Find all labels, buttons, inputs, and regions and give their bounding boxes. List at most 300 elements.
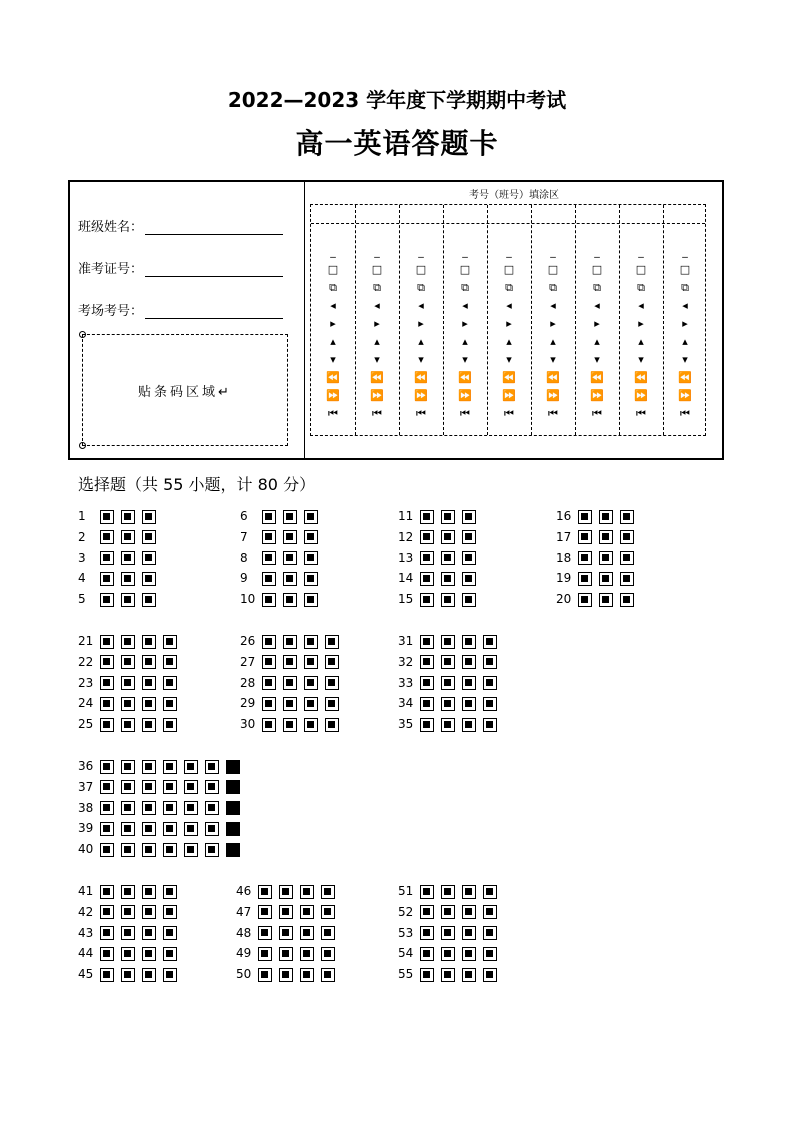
answer-bubble[interactable]	[142, 635, 156, 649]
answer-bubble[interactable]	[300, 885, 314, 899]
answer-bubble[interactable]	[420, 718, 434, 732]
answer-bubble[interactable]	[100, 780, 114, 794]
answer-bubble[interactable]	[279, 905, 293, 919]
id-fill-mark[interactable]: ⧉	[461, 281, 469, 294]
answer-bubble[interactable]	[462, 510, 476, 524]
id-fill-mark[interactable]: ⏪	[546, 371, 560, 384]
id-fill-mark[interactable]: ▾	[418, 353, 424, 366]
answer-bubble[interactable]	[100, 926, 114, 940]
answer-bubble[interactable]	[184, 760, 198, 774]
id-fill-mark[interactable]: ⏮	[548, 407, 558, 420]
id-fill-mark[interactable]: ▸	[374, 317, 380, 330]
answer-bubble[interactable]	[441, 635, 455, 649]
answer-bubble[interactable]	[121, 926, 135, 940]
answer-bubble[interactable]	[462, 947, 476, 961]
id-fill-mark[interactable]: □	[415, 263, 427, 276]
id-fill-mark[interactable]: ▾	[462, 353, 468, 366]
room-line[interactable]	[145, 304, 283, 319]
answer-bubble[interactable]	[163, 676, 177, 690]
answer-bubble[interactable]	[283, 676, 297, 690]
answer-bubble[interactable]	[205, 843, 219, 857]
id-fill-mark[interactable]: ▾	[550, 353, 556, 366]
answer-bubble[interactable]	[262, 593, 276, 607]
id-fill-mark[interactable]: ⏪	[678, 371, 692, 384]
answer-bubble[interactable]	[462, 530, 476, 544]
id-fill-mark[interactable]: ⏪	[590, 371, 604, 384]
id-fill-mark[interactable]: ⏩	[502, 389, 516, 402]
answer-bubble[interactable]	[142, 655, 156, 669]
id-fill-mark[interactable]: ▾	[506, 353, 512, 366]
answer-bubble[interactable]	[283, 572, 297, 586]
answer-bubble[interactable]	[121, 947, 135, 961]
answer-bubble[interactable]	[441, 655, 455, 669]
answer-bubble[interactable]	[283, 718, 297, 732]
answer-bubble[interactable]	[599, 510, 613, 524]
answer-bubble[interactable]	[226, 843, 240, 857]
id-fill-mark[interactable]: ⏪	[326, 371, 340, 384]
answer-bubble[interactable]	[325, 718, 339, 732]
answer-bubble[interactable]	[142, 801, 156, 815]
ticket-line[interactable]	[145, 262, 283, 277]
answer-bubble[interactable]	[142, 760, 156, 774]
answer-bubble[interactable]	[262, 697, 276, 711]
answer-bubble[interactable]	[121, 760, 135, 774]
id-fill-mark[interactable]: ◂	[682, 299, 688, 312]
answer-bubble[interactable]	[142, 510, 156, 524]
answer-bubble[interactable]	[142, 530, 156, 544]
answer-bubble[interactable]	[300, 905, 314, 919]
answer-bubble[interactable]	[100, 905, 114, 919]
answer-bubble[interactable]	[163, 843, 177, 857]
id-fill-mark[interactable]: _	[682, 245, 688, 258]
id-fill-mark[interactable]: _	[638, 245, 644, 258]
answer-bubble[interactable]	[483, 968, 497, 982]
id-fill-mark[interactable]: ▴	[638, 335, 644, 348]
answer-bubble[interactable]	[420, 676, 434, 690]
answer-bubble[interactable]	[184, 801, 198, 815]
answer-bubble[interactable]	[205, 780, 219, 794]
answer-bubble[interactable]	[321, 947, 335, 961]
id-fill-mark[interactable]: _	[594, 245, 600, 258]
id-fill-mark[interactable]: ▾	[682, 353, 688, 366]
answer-bubble[interactable]	[578, 572, 592, 586]
answer-bubble[interactable]	[420, 885, 434, 899]
answer-bubble[interactable]	[100, 551, 114, 565]
answer-bubble[interactable]	[163, 926, 177, 940]
answer-bubble[interactable]	[441, 530, 455, 544]
answer-bubble[interactable]	[599, 572, 613, 586]
id-fill-mark[interactable]: ▸	[418, 317, 424, 330]
answer-bubble[interactable]	[258, 905, 272, 919]
answer-bubble[interactable]	[262, 530, 276, 544]
answer-bubble[interactable]	[121, 843, 135, 857]
answer-bubble[interactable]	[142, 885, 156, 899]
answer-bubble[interactable]	[462, 968, 476, 982]
id-fill-mark[interactable]: ▸	[330, 317, 336, 330]
answer-bubble[interactable]	[142, 593, 156, 607]
answer-bubble[interactable]	[483, 676, 497, 690]
answer-bubble[interactable]	[262, 635, 276, 649]
answer-bubble[interactable]	[300, 947, 314, 961]
id-fill-mark[interactable]: ⏮	[680, 407, 690, 420]
answer-bubble[interactable]	[100, 572, 114, 586]
answer-bubble[interactable]	[142, 572, 156, 586]
id-fill-mark[interactable]: ⧉	[549, 281, 557, 294]
answer-bubble[interactable]	[620, 530, 634, 544]
answer-bubble[interactable]	[578, 530, 592, 544]
id-fill-mark[interactable]: ▴	[682, 335, 688, 348]
answer-bubble[interactable]	[462, 593, 476, 607]
answer-bubble[interactable]	[462, 697, 476, 711]
answer-bubble[interactable]	[483, 655, 497, 669]
id-fill-mark[interactable]: _	[462, 245, 468, 258]
answer-bubble[interactable]	[283, 697, 297, 711]
id-fill-mark[interactable]: ⏪	[634, 371, 648, 384]
answer-bubble[interactable]	[420, 947, 434, 961]
id-fill-mark[interactable]: □	[679, 263, 691, 276]
answer-bubble[interactable]	[100, 655, 114, 669]
answer-bubble[interactable]	[462, 905, 476, 919]
answer-bubble[interactable]	[121, 676, 135, 690]
answer-bubble[interactable]	[304, 572, 318, 586]
id-fill-mark[interactable]: ⏩	[326, 389, 340, 402]
answer-bubble[interactable]	[325, 635, 339, 649]
id-fill-mark[interactable]: ⏩	[370, 389, 384, 402]
answer-bubble[interactable]	[599, 593, 613, 607]
class-name-field[interactable]	[78, 216, 283, 235]
id-fill-mark[interactable]: □	[503, 263, 515, 276]
answer-bubble[interactable]	[321, 885, 335, 899]
answer-bubble[interactable]	[441, 551, 455, 565]
answer-bubble[interactable]	[325, 655, 339, 669]
answer-bubble[interactable]	[578, 510, 592, 524]
answer-bubble[interactable]	[142, 843, 156, 857]
answer-bubble[interactable]	[283, 510, 297, 524]
answer-bubble[interactable]	[483, 926, 497, 940]
answer-bubble[interactable]	[100, 635, 114, 649]
answer-bubble[interactable]	[304, 510, 318, 524]
answer-bubble[interactable]	[462, 718, 476, 732]
answer-bubble[interactable]	[100, 968, 114, 982]
answer-bubble[interactable]	[226, 822, 240, 836]
answer-bubble[interactable]	[420, 530, 434, 544]
id-fill-mark[interactable]: □	[635, 263, 647, 276]
id-fill-mark[interactable]: ◂	[374, 299, 380, 312]
answer-bubble[interactable]	[121, 885, 135, 899]
id-fill-mark[interactable]: ▾	[638, 353, 644, 366]
answer-bubble[interactable]	[142, 905, 156, 919]
id-fill-mark[interactable]: ⏮	[504, 407, 514, 420]
answer-bubble[interactable]	[321, 905, 335, 919]
id-fill-mark[interactable]: ▾	[330, 353, 336, 366]
answer-bubble[interactable]	[100, 593, 114, 607]
id-fill-mark[interactable]: ◂	[594, 299, 600, 312]
id-fill-mark[interactable]: ⏩	[458, 389, 472, 402]
answer-bubble[interactable]	[184, 780, 198, 794]
answer-bubble[interactable]	[441, 947, 455, 961]
id-fill-mark[interactable]: ⏩	[634, 389, 648, 402]
answer-bubble[interactable]	[262, 655, 276, 669]
answer-bubble[interactable]	[121, 968, 135, 982]
answer-bubble[interactable]	[620, 572, 634, 586]
answer-bubble[interactable]	[441, 572, 455, 586]
id-fill-mark[interactable]: ⏪	[414, 371, 428, 384]
answer-bubble[interactable]	[441, 718, 455, 732]
answer-bubble[interactable]	[420, 551, 434, 565]
id-fill-mark[interactable]: ◂	[462, 299, 468, 312]
answer-bubble[interactable]	[441, 676, 455, 690]
id-fill-mark[interactable]: ▸	[594, 317, 600, 330]
answer-bubble[interactable]	[420, 655, 434, 669]
answer-bubble[interactable]	[121, 780, 135, 794]
answer-bubble[interactable]	[325, 676, 339, 690]
id-fill-mark[interactable]: ▸	[638, 317, 644, 330]
answer-bubble[interactable]	[205, 801, 219, 815]
answer-bubble[interactable]	[283, 530, 297, 544]
answer-bubble[interactable]	[441, 968, 455, 982]
answer-bubble[interactable]	[258, 947, 272, 961]
answer-bubble[interactable]	[483, 947, 497, 961]
answer-bubble[interactable]	[279, 947, 293, 961]
answer-bubble[interactable]	[258, 926, 272, 940]
id-fill-mark[interactable]: ▴	[418, 335, 424, 348]
id-fill-mark[interactable]: ⏪	[458, 371, 472, 384]
answer-bubble[interactable]	[163, 905, 177, 919]
answer-bubble[interactable]	[462, 635, 476, 649]
answer-bubble[interactable]	[142, 822, 156, 836]
answer-bubble[interactable]	[163, 697, 177, 711]
answer-bubble[interactable]	[100, 697, 114, 711]
answer-bubble[interactable]	[321, 926, 335, 940]
id-fill-mark[interactable]: ⏩	[546, 389, 560, 402]
id-fill-mark[interactable]: ▴	[506, 335, 512, 348]
answer-bubble[interactable]	[142, 676, 156, 690]
answer-bubble[interactable]	[121, 572, 135, 586]
id-fill-mark[interactable]: ⏮	[636, 407, 646, 420]
answer-bubble[interactable]	[279, 968, 293, 982]
answer-bubble[interactable]	[163, 760, 177, 774]
answer-bubble[interactable]	[121, 801, 135, 815]
answer-bubble[interactable]	[100, 843, 114, 857]
answer-bubble[interactable]	[258, 885, 272, 899]
id-fill-mark[interactable]: ▸	[462, 317, 468, 330]
answer-bubble[interactable]	[620, 510, 634, 524]
id-fill-mark[interactable]: ▴	[462, 335, 468, 348]
answer-bubble[interactable]	[163, 968, 177, 982]
id-fill-mark[interactable]: _	[418, 245, 424, 258]
id-fill-mark[interactable]: □	[459, 263, 471, 276]
answer-bubble[interactable]	[100, 885, 114, 899]
answer-bubble[interactable]	[304, 530, 318, 544]
id-fill-mark[interactable]: ⧉	[417, 281, 425, 294]
answer-bubble[interactable]	[226, 801, 240, 815]
answer-bubble[interactable]	[226, 780, 240, 794]
id-fill-mark[interactable]: ⏩	[414, 389, 428, 402]
answer-bubble[interactable]	[100, 947, 114, 961]
answer-bubble[interactable]	[121, 905, 135, 919]
answer-bubble[interactable]	[420, 905, 434, 919]
answer-bubble[interactable]	[205, 822, 219, 836]
answer-bubble[interactable]	[283, 655, 297, 669]
answer-bubble[interactable]	[262, 551, 276, 565]
answer-bubble[interactable]	[441, 697, 455, 711]
answer-bubble[interactable]	[599, 551, 613, 565]
id-fill-mark[interactable]: ▸	[550, 317, 556, 330]
answer-bubble[interactable]	[163, 655, 177, 669]
answer-bubble[interactable]	[578, 593, 592, 607]
id-fill-mark[interactable]: ⏮	[372, 407, 382, 420]
answer-bubble[interactable]	[304, 635, 318, 649]
id-fill-mark[interactable]: ⏮	[460, 407, 470, 420]
answer-bubble[interactable]	[304, 655, 318, 669]
answer-bubble[interactable]	[142, 551, 156, 565]
id-fill-mark[interactable]: ⧉	[505, 281, 513, 294]
id-fill-mark[interactable]: □	[371, 263, 383, 276]
answer-bubble[interactable]	[100, 510, 114, 524]
id-fill-mark[interactable]: ⏪	[370, 371, 384, 384]
id-fill-mark[interactable]: ▴	[374, 335, 380, 348]
id-fill-mark[interactable]: □	[547, 263, 559, 276]
answer-bubble[interactable]	[420, 697, 434, 711]
answer-bubble[interactable]	[283, 593, 297, 607]
id-fill-mark[interactable]: ▸	[506, 317, 512, 330]
answer-bubble[interactable]	[142, 718, 156, 732]
answer-bubble[interactable]	[283, 551, 297, 565]
answer-bubble[interactable]	[100, 676, 114, 690]
answer-bubble[interactable]	[441, 885, 455, 899]
id-fill-mark[interactable]: ◂	[418, 299, 424, 312]
answer-bubble[interactable]	[420, 635, 434, 649]
answer-bubble[interactable]	[420, 510, 434, 524]
id-fill-mark[interactable]: ⧉	[593, 281, 601, 294]
id-fill-mark[interactable]: ⏩	[590, 389, 604, 402]
id-fill-mark[interactable]: ⧉	[637, 281, 645, 294]
answer-bubble[interactable]	[226, 760, 240, 774]
answer-bubble[interactable]	[258, 968, 272, 982]
id-fill-mark[interactable]: ⏩	[678, 389, 692, 402]
answer-bubble[interactable]	[304, 676, 318, 690]
id-fill-mark[interactable]: _	[330, 245, 336, 258]
answer-bubble[interactable]	[163, 822, 177, 836]
answer-bubble[interactable]	[304, 551, 318, 565]
id-fill-mark[interactable]: ⧉	[373, 281, 381, 294]
answer-bubble[interactable]	[142, 926, 156, 940]
answer-bubble[interactable]	[262, 572, 276, 586]
answer-bubble[interactable]	[620, 593, 634, 607]
id-fill-mark[interactable]: ⏮	[592, 407, 602, 420]
answer-bubble[interactable]	[420, 593, 434, 607]
id-fill-mark[interactable]: ▴	[594, 335, 600, 348]
id-fill-mark[interactable]: ⏪	[502, 371, 516, 384]
answer-bubble[interactable]	[142, 947, 156, 961]
answer-bubble[interactable]	[599, 530, 613, 544]
answer-bubble[interactable]	[142, 780, 156, 794]
answer-bubble[interactable]	[462, 926, 476, 940]
answer-bubble[interactable]	[163, 780, 177, 794]
answer-bubble[interactable]	[462, 676, 476, 690]
answer-bubble[interactable]	[441, 905, 455, 919]
id-fill-mark[interactable]: ◂	[638, 299, 644, 312]
answer-bubble[interactable]	[184, 822, 198, 836]
id-fill-mark[interactable]: ◂	[550, 299, 556, 312]
answer-bubble[interactable]	[483, 885, 497, 899]
id-fill-mark[interactable]: _	[550, 245, 556, 258]
answer-bubble[interactable]	[304, 697, 318, 711]
answer-bubble[interactable]	[163, 885, 177, 899]
answer-bubble[interactable]	[121, 510, 135, 524]
answer-bubble[interactable]	[300, 926, 314, 940]
answer-bubble[interactable]	[121, 655, 135, 669]
id-fill-mark[interactable]: ▴	[550, 335, 556, 348]
id-fill-mark[interactable]: ▴	[330, 335, 336, 348]
answer-bubble[interactable]	[205, 760, 219, 774]
answer-bubble[interactable]	[262, 676, 276, 690]
answer-bubble[interactable]	[121, 718, 135, 732]
answer-bubble[interactable]	[100, 718, 114, 732]
answer-bubble[interactable]	[142, 697, 156, 711]
id-fill-mark[interactable]: ⧉	[329, 281, 337, 294]
answer-bubble[interactable]	[620, 551, 634, 565]
answer-bubble[interactable]	[121, 822, 135, 836]
id-fill-mark[interactable]: ▾	[374, 353, 380, 366]
answer-bubble[interactable]	[462, 655, 476, 669]
answer-bubble[interactable]	[121, 635, 135, 649]
answer-bubble[interactable]	[420, 572, 434, 586]
answer-bubble[interactable]	[121, 530, 135, 544]
ticket-field[interactable]	[78, 258, 283, 277]
answer-bubble[interactable]	[279, 926, 293, 940]
answer-bubble[interactable]	[462, 551, 476, 565]
answer-bubble[interactable]	[100, 530, 114, 544]
answer-bubble[interactable]	[483, 697, 497, 711]
id-fill-mark[interactable]: ⏮	[328, 407, 338, 420]
id-fill-mark[interactable]: ⏮	[416, 407, 426, 420]
answer-bubble[interactable]	[462, 572, 476, 586]
answer-bubble[interactable]	[100, 760, 114, 774]
answer-bubble[interactable]	[121, 697, 135, 711]
id-fill-mark[interactable]: _	[374, 245, 380, 258]
answer-bubble[interactable]	[163, 635, 177, 649]
answer-bubble[interactable]	[420, 968, 434, 982]
answer-bubble[interactable]	[184, 843, 198, 857]
answer-bubble[interactable]	[483, 905, 497, 919]
answer-bubble[interactable]	[283, 635, 297, 649]
answer-bubble[interactable]	[279, 885, 293, 899]
id-fill-mark[interactable]: _	[506, 245, 512, 258]
answer-bubble[interactable]	[441, 926, 455, 940]
room-field[interactable]	[78, 300, 283, 319]
answer-bubble[interactable]	[100, 801, 114, 815]
answer-bubble[interactable]	[483, 635, 497, 649]
id-fill-mark[interactable]: ▸	[682, 317, 688, 330]
answer-bubble[interactable]	[441, 593, 455, 607]
id-fill-mark[interactable]: □	[591, 263, 603, 276]
answer-bubble[interactable]	[163, 718, 177, 732]
id-fill-mark[interactable]: ⧉	[681, 281, 689, 294]
answer-bubble[interactable]	[100, 822, 114, 836]
answer-bubble[interactable]	[321, 968, 335, 982]
answer-bubble[interactable]	[121, 593, 135, 607]
id-fill-mark[interactable]: ◂	[506, 299, 512, 312]
answer-bubble[interactable]	[578, 551, 592, 565]
answer-bubble[interactable]	[483, 718, 497, 732]
answer-bubble[interactable]	[462, 885, 476, 899]
id-fill-mark[interactable]: ▾	[594, 353, 600, 366]
class-name-line[interactable]	[145, 220, 283, 235]
answer-bubble[interactable]	[325, 697, 339, 711]
answer-bubble[interactable]	[420, 926, 434, 940]
answer-bubble[interactable]	[262, 718, 276, 732]
